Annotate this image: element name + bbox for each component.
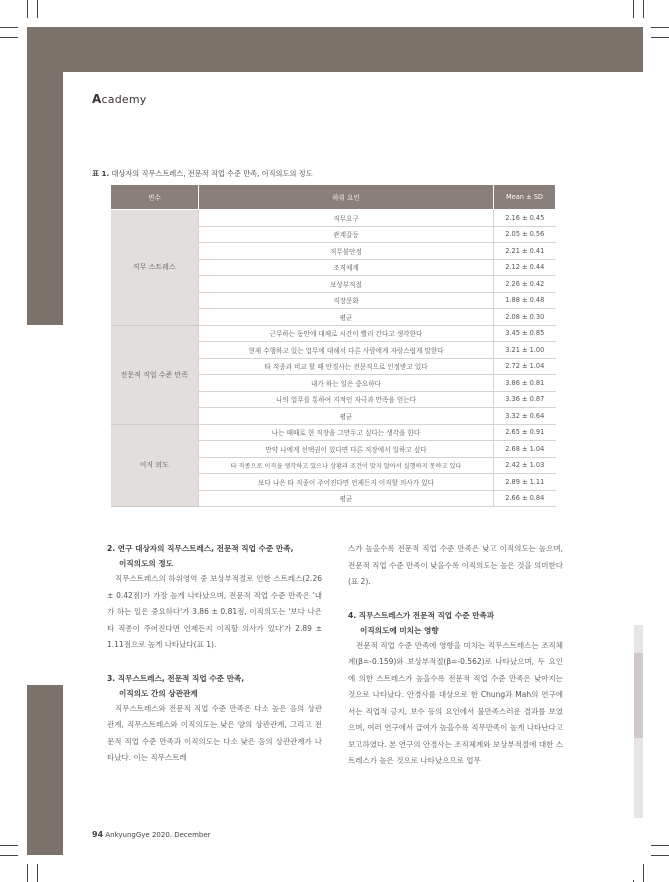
left-lower-brown-band <box>27 685 63 855</box>
table-caption-label: 표 1. <box>92 169 110 178</box>
right-text-column <box>348 541 563 770</box>
crop-mark <box>37 0 38 18</box>
row-value: 2.66 ± 0.84 <box>494 490 556 507</box>
row-value: 3.32 ± 0.64 <box>494 408 556 425</box>
table-caption <box>92 169 313 179</box>
left-text-column <box>107 541 322 767</box>
crop-mark <box>27 864 28 882</box>
crop-mark <box>651 855 669 856</box>
section-4-title: 4. 직무스트레스가 전문적 직업 수준 만족과 <box>348 610 495 620</box>
group-professional-satisfaction: 전문적 직업 수준 만족 <box>111 325 199 424</box>
section-header-text: cademy <box>101 93 147 106</box>
table-row <box>111 325 556 342</box>
row-item: 조직체계 <box>199 259 494 276</box>
row-item: 현재 수행하고 있는 업무에 대해서 다른 사람에게 자랑스럽게 말한다 <box>199 342 494 359</box>
row-item: 나는 때때로 현 직장을 그만두고 싶다는 생각을 한다 <box>199 424 494 441</box>
row-value: 2.42 ± 1.03 <box>494 457 556 474</box>
row-item: 만약 나에게 선택권이 있다면 다른 직장에서 일하고 싶다 <box>199 441 494 458</box>
crop-mark <box>0 845 18 846</box>
left-brown-band <box>27 27 63 325</box>
crop-mark <box>37 864 38 882</box>
row-value: 2.89 ± 1.11 <box>494 474 556 491</box>
row-item: 타 직종으로 이직을 생각하고 있으나 상황과 조건이 맞지 않아서 실행하지 못하고 있다 <box>199 457 494 474</box>
crop-mark <box>633 0 634 18</box>
row-value: 2.08 ± 0.30 <box>494 309 556 326</box>
side-tab-active <box>634 653 643 738</box>
row-value: 2.26 ± 0.42 <box>494 276 556 293</box>
section-2-subtitle: 이직의도의 정도 <box>119 559 173 568</box>
side-tab <box>634 625 643 653</box>
crop-mark <box>0 855 18 856</box>
row-value: 1.88 ± 0.48 <box>494 292 556 309</box>
crop-mark <box>643 0 644 18</box>
table-row <box>111 210 556 227</box>
row-item: 보다 나은 타 직종이 주어진다면 언제든지 이직할 의사가 있다 <box>199 474 494 491</box>
row-item: 평균 <box>199 490 494 507</box>
row-value: 3.21 ± 1.00 <box>494 342 556 359</box>
stats-table <box>110 184 556 507</box>
section-3-subtitle: 이직의도 간의 상관관계 <box>119 688 198 698</box>
row-item: 평균 <box>199 408 494 425</box>
row-item: 직장문화 <box>199 292 494 309</box>
section-3-body: 직무스트레스와 전문적 직업 수준 만족은 다소 높은 음의 상관관계, 직무스트레스와 이직의도는 낮은 양의 상관관계, 그리고 전문적 직업 수준 만족과 이직의도는 다소 낮은 음의 상관관계가 나타났다. 이는 직무스트레 <box>107 703 322 762</box>
row-item: 직무불안정 <box>199 243 494 260</box>
table-caption-text: 대상자의 직무스트레스, 전문적 직업 수준 만족, 이직의도의 정도 <box>109 169 313 178</box>
top-brown-band <box>27 27 643 72</box>
row-value: 2.05 ± 0.56 <box>494 226 556 243</box>
section-2-heading <box>107 541 322 571</box>
crop-mark <box>27 0 28 18</box>
section-3-continuation: 스가 높을수록 전문적 직업 수준 만족은 낮고 이직의도는 높으며, 전문적 직업 수준 만족이 낮을수록 이직의도는 높은 것을 의미한다(표 2). <box>348 544 563 586</box>
section-4-heading <box>348 608 563 638</box>
row-item: 관계갈등 <box>199 226 494 243</box>
row-value: 3.36 ± 0.87 <box>494 391 556 408</box>
row-value: 2.72 ± 1.04 <box>494 358 556 375</box>
header-mean-sd: Mean ± SD <box>494 185 556 210</box>
section-4-body: 전문적 직업 수준 만족에 영향을 미치는 직무스트레스는 조직체계(β=-0.159)와 보상부적절(β=-0.562)로 나타났으며, 두 요인에 의한 스트레스가 높을수록 전문적 직업 수준 만족은 낮아지는 것으로 나타났다. 안경사를 대상으로 한 Chung과 Mah의 연구에서는 직업적 긍지, 보수 등의 요인에서 불만족스러운 결과를 보였으며, 여러 연구에서 급여가 높을수록 직무만족이 높게 나타난다고 보고하였다. 본 연구의 안경사는 조직체계와 보상부적절에 대한 스트레스가 높은 것으로 나타났으므로 업무 <box>348 640 563 765</box>
section-3-title: 3. 직무스트레스, 전문적 직업 수준 만족, <box>107 673 245 683</box>
page-footer <box>92 830 211 839</box>
row-item: 평균 <box>199 309 494 326</box>
crop-mark <box>651 37 669 38</box>
row-item: 보상부적절 <box>199 276 494 293</box>
row-value: 2.65 ± 0.91 <box>494 424 556 441</box>
row-item: 내가 하는 일은 중요하다 <box>199 375 494 392</box>
group-job-stress: 직무 스트레스 <box>111 210 199 326</box>
row-item: 직무요구 <box>199 210 494 227</box>
journal-name: AnkyungGye 2020. December <box>103 831 211 839</box>
section-2-title: 2. 연구 대상자의 직무스트레스, 전문적 직업 수준 만족, <box>107 544 294 553</box>
section-3-heading <box>107 671 322 701</box>
row-value: 2.68 ± 1.04 <box>494 441 556 458</box>
table-row <box>111 424 556 441</box>
crop-mark <box>651 27 669 28</box>
row-item: 타 직종과 비교 할 때 안경사는 전문직으로 인정받고 있다 <box>199 358 494 375</box>
row-value: 2.16 ± 0.45 <box>494 210 556 227</box>
row-value: 3.86 ± 0.81 <box>494 375 556 392</box>
section-2-body: 직무스트레스의 하위영역 중 보상부적절로 인한 스트레스(2.26 ± 0.42점)가 가장 높게 나타났으며, 전문적 직업 수준 만족은 '내가 하는 일은 중요하다'가 3.86 ± 0.81점, 이직의도는 '보다 나은 타 직종이 주어진다면 언제든지 이직할 의사가 있다'가 2.89 ± 1.11점으로 높게 나타났다(표 1). <box>107 574 322 649</box>
section-header <box>92 92 146 106</box>
row-item: 나의 업무를 통하여 지적인 자극과 만족을 얻는다 <box>199 391 494 408</box>
page-number: 94 <box>92 830 104 839</box>
section-header-initial: A <box>92 92 102 106</box>
crop-mark <box>643 864 644 882</box>
row-value: 3.45 ± 0.85 <box>494 325 556 342</box>
side-tab <box>634 738 643 818</box>
header-variable: 변수 <box>111 185 199 210</box>
crop-mark <box>0 27 18 28</box>
section-4-subtitle: 이직의도에 미치는 영향 <box>360 625 439 635</box>
row-item: 근무하는 동안에 대체로 시간이 빨리 간다고 생각한다 <box>199 325 494 342</box>
row-value: 2.12 ± 0.44 <box>494 259 556 276</box>
header-subfactor: 하위 요인 <box>199 185 494 210</box>
group-turnover-intention: 이직 의도 <box>111 424 199 507</box>
row-value: 2.21 ± 0.41 <box>494 243 556 260</box>
crop-mark <box>651 845 669 846</box>
table-header-row <box>111 185 556 210</box>
crop-mark <box>0 37 18 38</box>
